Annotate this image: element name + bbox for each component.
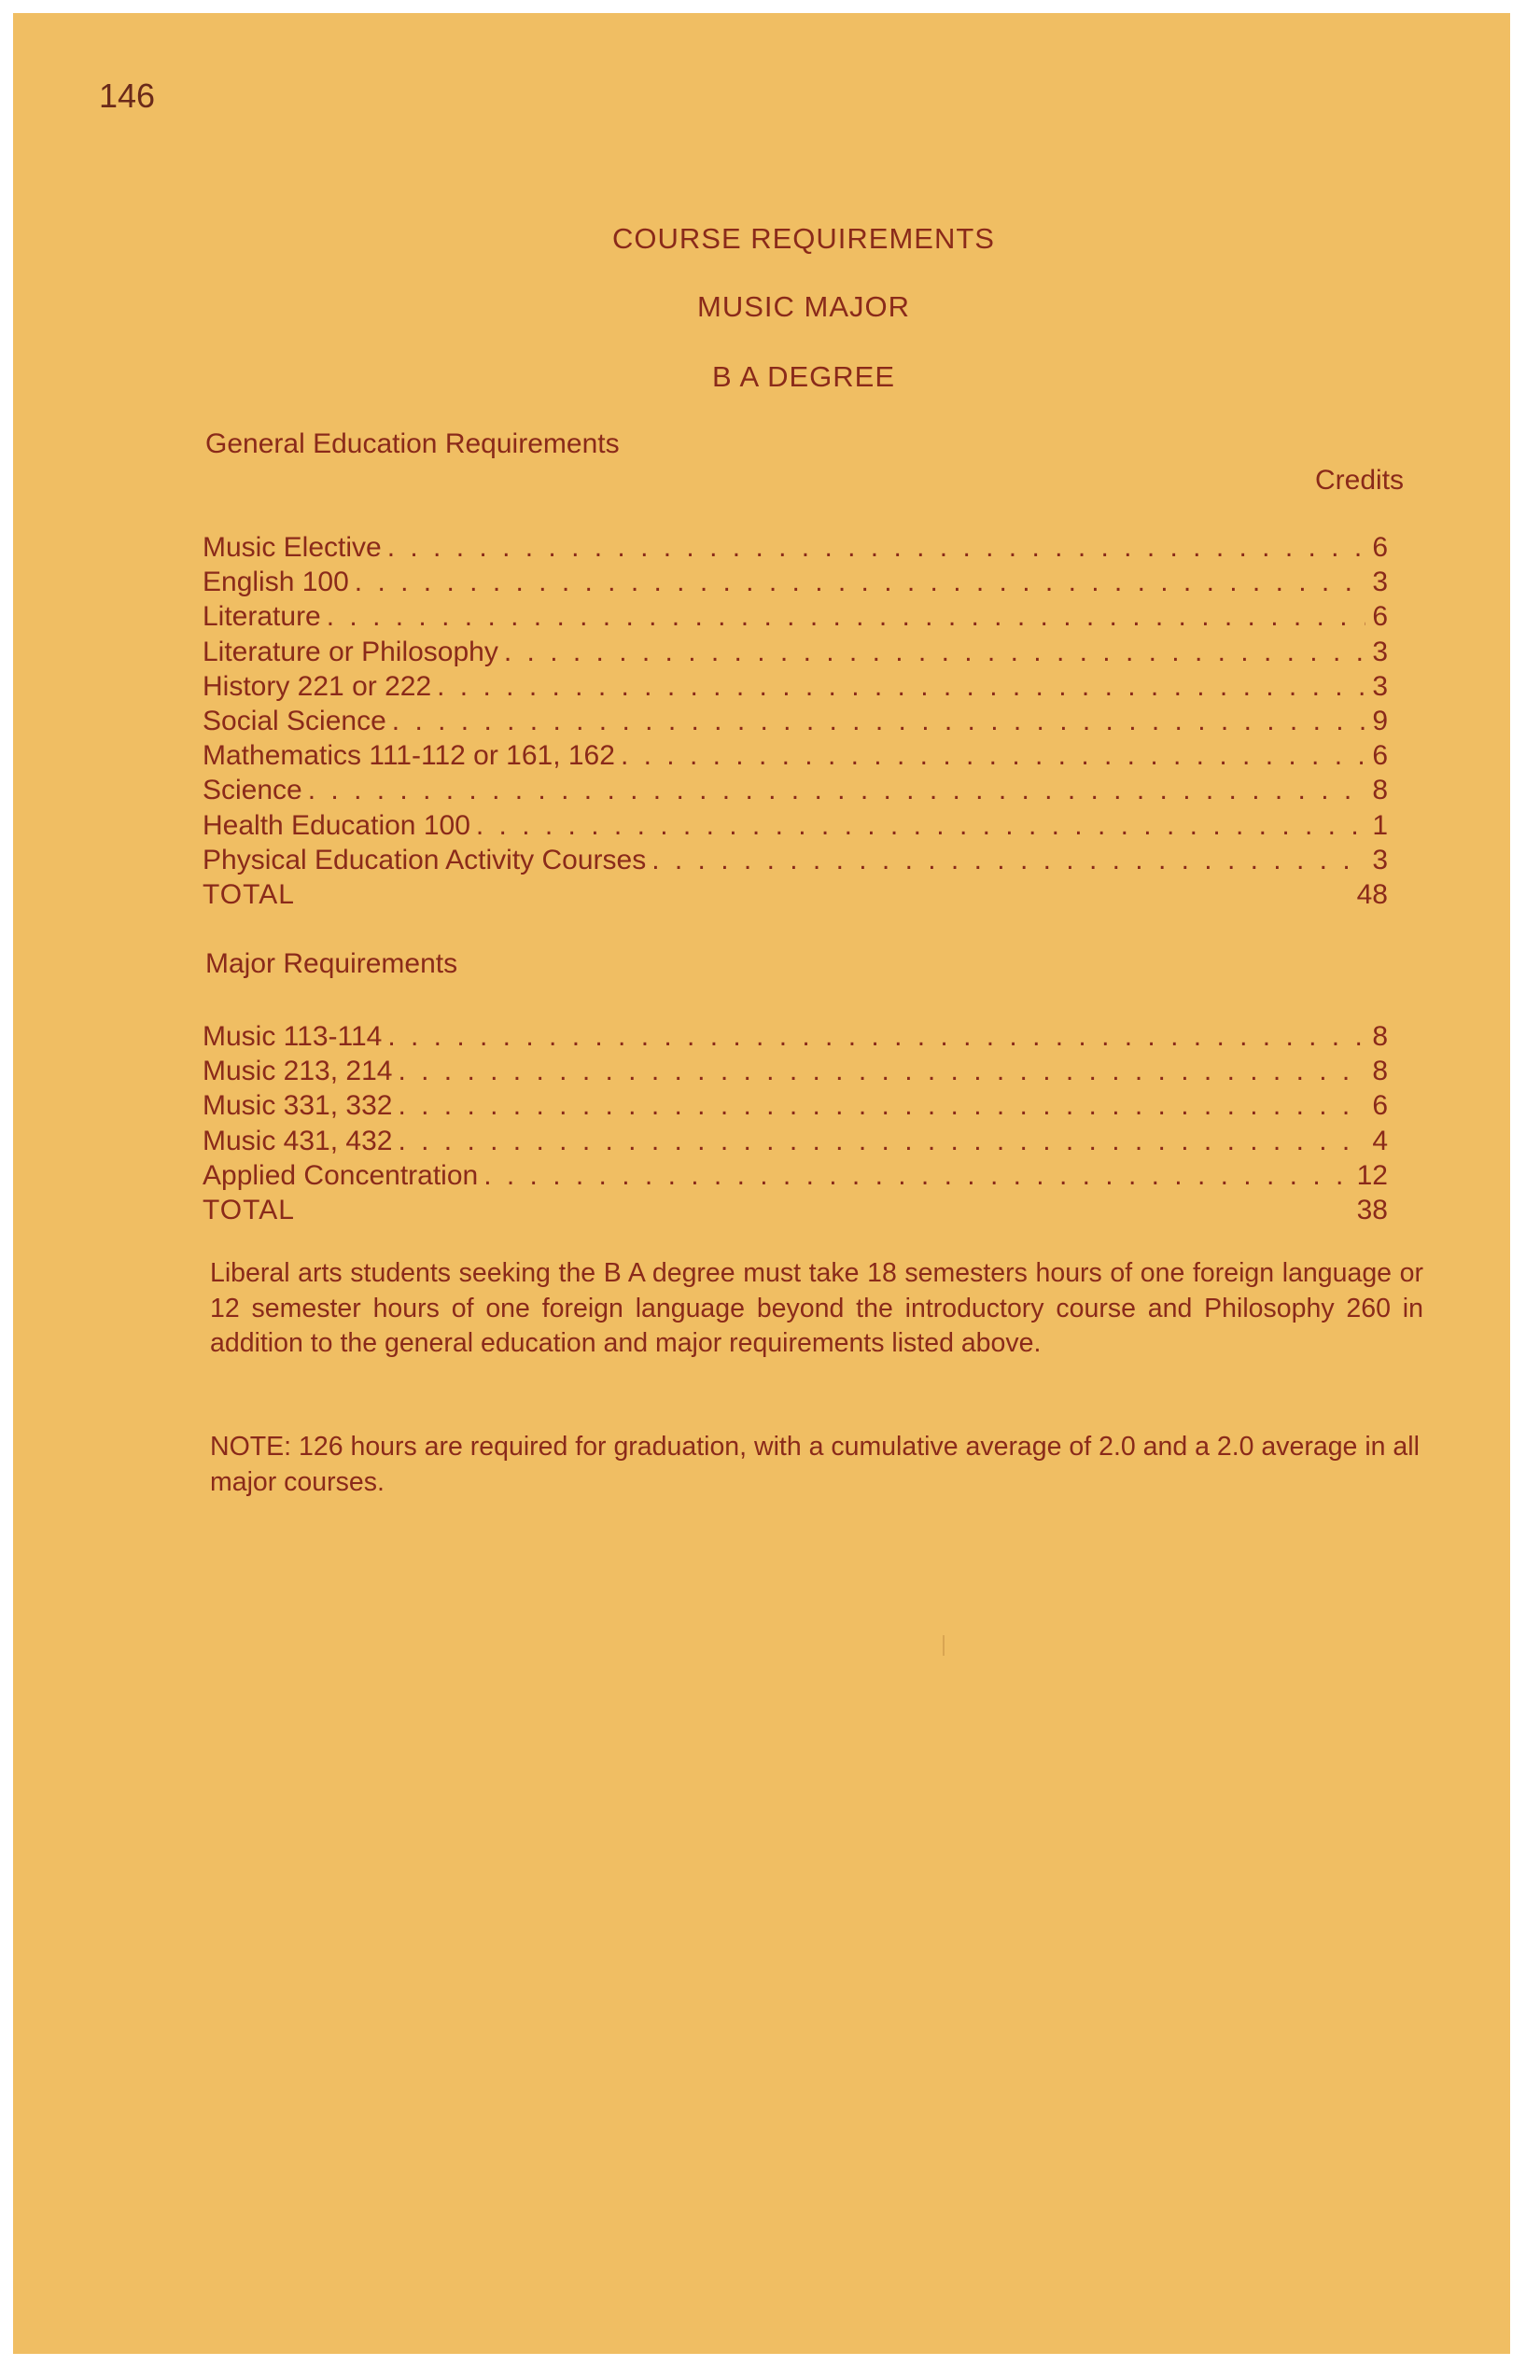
graduation-note: NOTE: 126 hours are required for graduation, with a cumulative average of 2.0 and a 2.0 average in all major courses. [210,1432,1420,1497]
course-name: Mathematics 111-112 or 161, 162 [203,740,615,772]
course-name: History 221 or 222 [203,670,432,702]
course-credits: 3 [1372,844,1388,875]
course-name: Music Elective [203,532,382,563]
course-credits: 12 [1356,1159,1388,1191]
dot-leader [621,738,1365,773]
course-name: Physical Education Activity Courses [203,844,647,875]
catalog-page [13,13,1510,2354]
course-credits: 3 [1372,567,1388,598]
course-name: Health Education 100 [203,809,470,841]
page-subtitle-degree: B A DEGREE [711,360,896,393]
general-education-title: General Education Requirements [205,428,620,459]
course-name: Music 113-114 [203,1021,383,1052]
major-requirements-list [203,1019,1388,1227]
course-credits: 6 [1372,1090,1388,1122]
course-credits: 3 [1372,670,1388,702]
course-row [203,843,1388,877]
dot-leader [476,808,1365,843]
course-row [203,599,1388,634]
credits-column-header: Credits [1315,465,1405,496]
total-credits: 38 [1356,1194,1388,1225]
course-name: Music 213, 214 [203,1056,393,1087]
course-name: Music 431, 432 [203,1125,393,1156]
course-row [203,738,1388,773]
course-credits: 6 [1372,532,1388,563]
course-name: Literature [203,601,321,633]
page-title: COURSE REQUIREMENTS [612,222,995,255]
dot-leader [437,669,1365,704]
dot-leader [483,1158,1351,1193]
course-credits: 8 [1372,1021,1388,1052]
page-subtitle-major: MUSIC MAJOR [697,290,910,323]
course-name: Science [203,775,302,806]
page-number: 146 [99,77,156,115]
liberal-arts-note: Liberal arts students seeking the B A degree must take 18 semesters hours of one foreign language or 12 semester hours of one foreign language beyond the introductory course and Philosophy 260 in addition to the general education and major requirements listed above. [210,1258,1423,1358]
course-credits: 1 [1372,809,1388,841]
dot-leader [398,1124,1365,1158]
course-credits: 6 [1372,740,1388,772]
course-row [203,1158,1388,1193]
dot-leader [387,1019,1365,1054]
course-credits: 8 [1372,1056,1388,1087]
general-education-total-row [203,877,1388,912]
course-row [203,1088,1388,1123]
dot-leader [398,1088,1365,1123]
course-row [203,1124,1388,1158]
course-row [203,1019,1388,1054]
course-credits: 8 [1372,775,1388,806]
course-row [203,773,1388,807]
paper-speck [943,1635,945,1656]
general-education-list [203,530,1388,912]
dot-leader [387,530,1365,565]
total-label: TOTAL [203,1194,295,1225]
dot-leader [355,565,1365,599]
course-credits: 9 [1372,705,1388,736]
course-row [203,635,1388,669]
course-credits: 6 [1372,601,1388,633]
course-credits: 4 [1372,1125,1388,1156]
dot-leader [308,773,1365,807]
total-label: TOTAL [203,878,295,910]
course-row [203,808,1388,843]
course-row [203,565,1388,599]
course-credits: 3 [1372,636,1388,667]
course-row [203,704,1388,738]
major-requirements-title: Major Requirements [205,948,458,979]
course-row [203,1054,1388,1088]
course-row [203,530,1388,565]
dot-leader [392,704,1365,738]
course-name: Applied Concentration [203,1159,479,1191]
dot-leader [398,1054,1365,1088]
dot-leader [504,635,1365,669]
course-name: Literature or Philosophy [203,636,498,667]
course-row [203,669,1388,704]
course-name: Music 331, 332 [203,1090,393,1122]
course-name: English 100 [203,567,349,598]
dot-leader [651,843,1365,877]
total-credits: 48 [1356,878,1388,910]
major-total-row [203,1193,1388,1227]
dot-leader [327,599,1365,634]
course-name: Social Science [203,705,386,736]
